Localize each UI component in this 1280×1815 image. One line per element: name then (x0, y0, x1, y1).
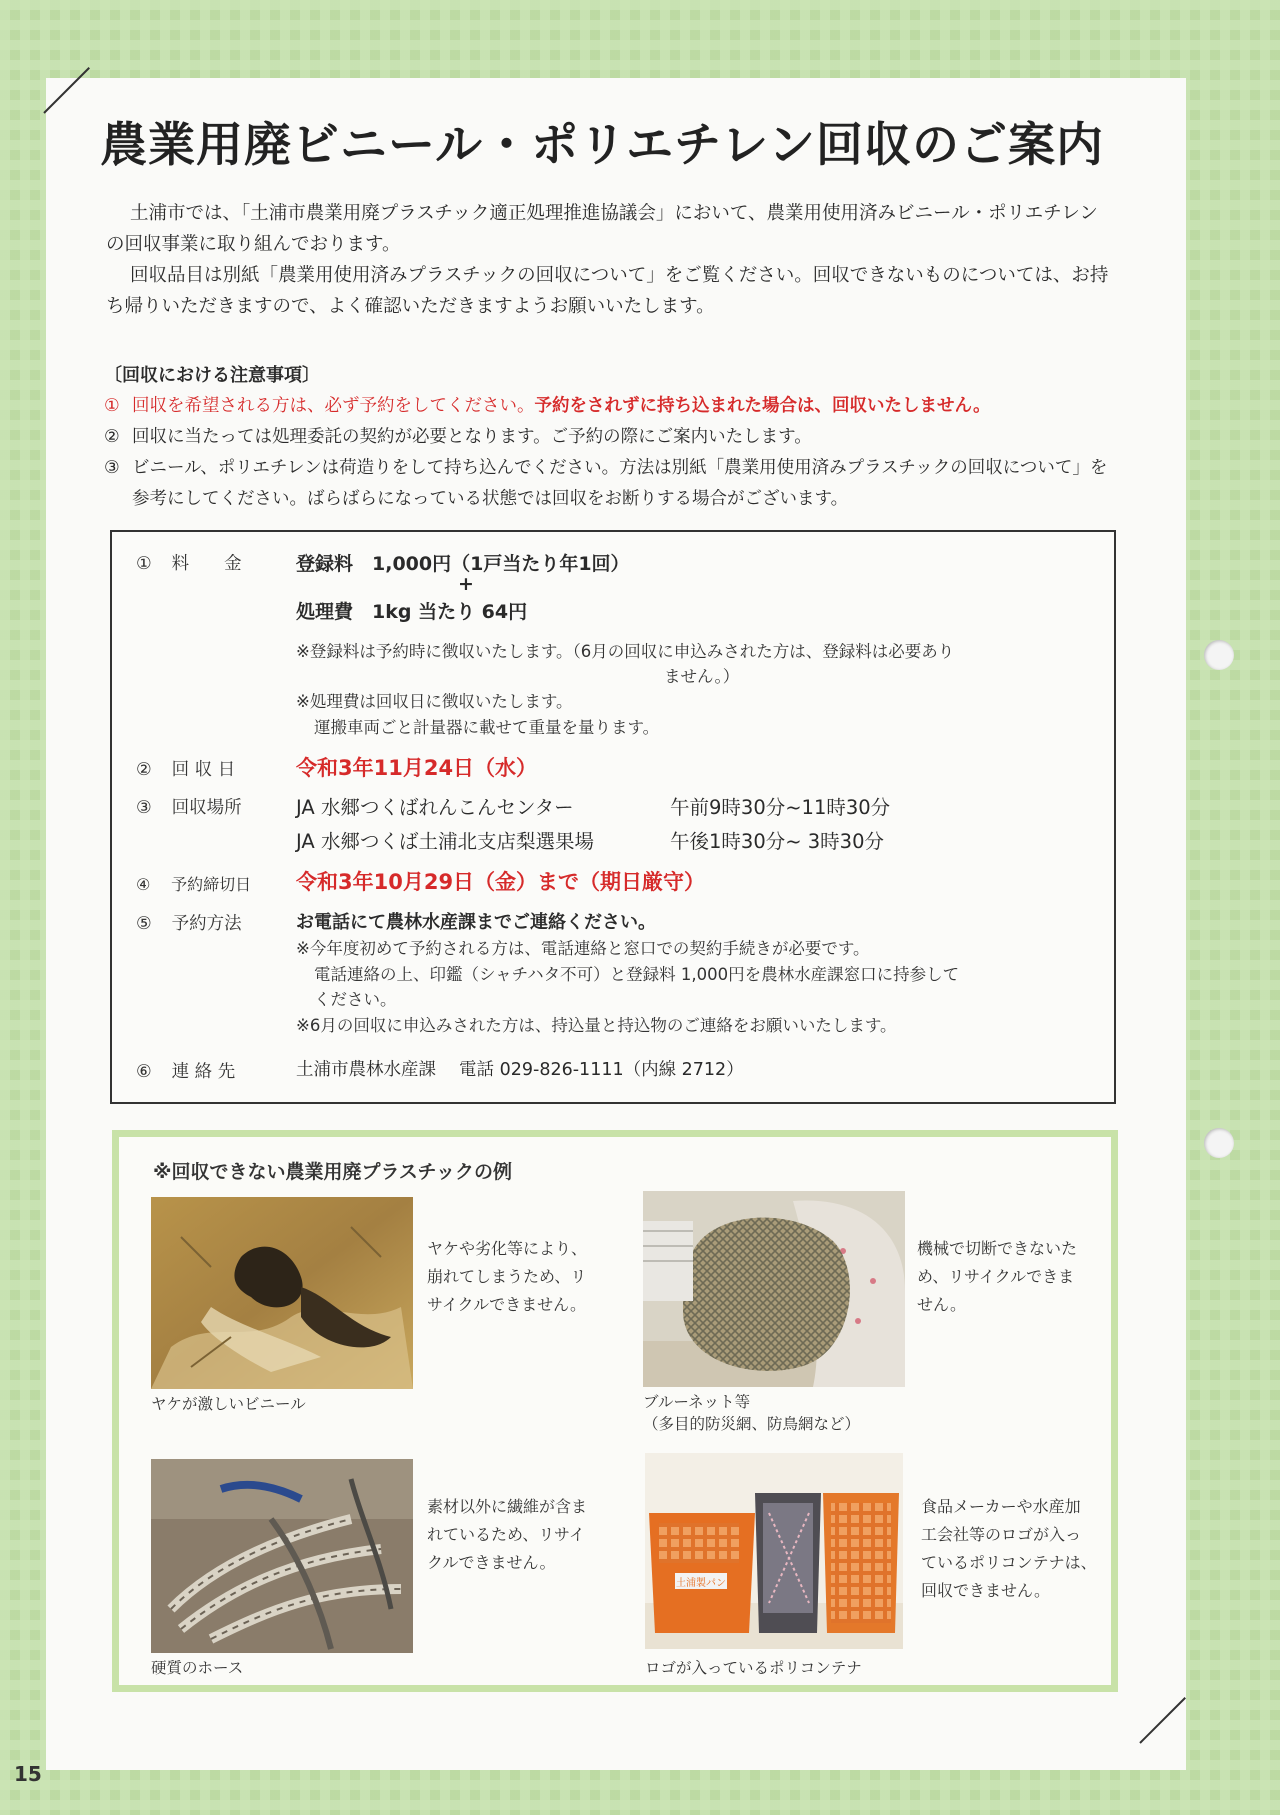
description-line: ているポリコンテナは、 (921, 1553, 1097, 1572)
binder-hole (1204, 640, 1234, 670)
example-description (427, 1493, 587, 1577)
description-line: サイクルできません。 (427, 1295, 587, 1314)
photo-caption: 硬質のホース (151, 1659, 244, 1677)
example-description (921, 1493, 1097, 1605)
photo-caption: ブルーネット等 (643, 1393, 751, 1411)
item-number: ⑤ (136, 914, 152, 934)
photo-blue-net (643, 1191, 905, 1387)
location-1: JA 水郷つくばれんこんセンター (296, 796, 574, 819)
photo-hard-hose (151, 1459, 413, 1653)
description-line: クルできません。 (427, 1553, 556, 1572)
item-label: 回 収 日 (171, 760, 236, 780)
examples-box (112, 1130, 1118, 1692)
photo-caption: ロゴが入っているポリコンテナ (645, 1659, 862, 1677)
note-item (104, 422, 1124, 453)
note-number: ③ (104, 458, 120, 478)
item-label: 料 金 (171, 554, 242, 574)
description-line: 崩れてしまうため、リ (427, 1267, 587, 1286)
description-line: め、リサイクルできま (917, 1267, 1075, 1286)
item-number: ④ (136, 875, 151, 894)
photo-logo-containers (645, 1453, 903, 1649)
date-label (136, 756, 235, 781)
notes-heading: 〔回収における注意事項〕 (104, 365, 320, 386)
item-number: ⑥ (136, 1062, 152, 1082)
description-line: 食品メーカーや水産加 (921, 1497, 1081, 1516)
page-title: 農業用廃ビニール・ポリエチレン回収のご案内 (100, 118, 1105, 173)
intro-paragraph: 回収品目は別紙「農業用使用済みプラスチックの回収について」をご覧ください。回収できないものについては、お持ち帰りいただきますので、よく確認いただきますようお願いいたします。 (106, 265, 1109, 317)
plus-sign: + (458, 573, 474, 595)
photo-burnt-vinyl (151, 1197, 413, 1389)
deadline-label (136, 872, 251, 895)
item-number: ③ (136, 798, 152, 818)
note-item (104, 453, 1124, 515)
fee-note: 運搬車両ごと計量器に載せて重量を量ります。 (314, 718, 660, 737)
item-label: 回収場所 (171, 798, 242, 818)
description-line: れているため、リサイ (427, 1525, 585, 1544)
description-line: 素材以外に繊維が含ま (427, 1497, 588, 1516)
description-line: 機械で切断できないた (917, 1239, 1078, 1258)
description-line: せん。 (917, 1295, 966, 1314)
time-2: 午後1時30分~ 3時30分 (670, 830, 884, 853)
place-label (136, 794, 242, 819)
contact-info: 土浦市農林水産課 電話 029-826-1111（内線 2712） (296, 1060, 744, 1080)
note-text-warning: 予約をされずに持ち込まれた場合は、回収いたしません。 (534, 396, 991, 416)
processing-fee: 処理費 1kg 当たり 64円 (296, 601, 528, 623)
registration-fee: 登録料 1,000円（1戸当たり年1回） (296, 553, 630, 575)
note-text: ビニール、ポリエチレンは荷造りをして持ち込んでください。方法は別紙「農業用使用済みプラスチックの回収について」を参考にしてください。ばらばらになっている状態では回収をお断りする場合がございます。 (132, 458, 1108, 509)
description-line: ヤケや劣化等により、 (427, 1239, 588, 1258)
info-box (110, 530, 1116, 1104)
fee-note: ※登録料は予約時に徴収いたします。（6月の回収に申込みされた方は、登録料は必要あり (296, 642, 955, 661)
examples-heading: ※回収できない農業用廃プラスチックの例 (153, 1161, 512, 1183)
reservation-deadline: 令和3年10月29日（金）まで（期日厳守） (296, 870, 706, 894)
photo-caption: （多目的防災網、防鳥網など） (643, 1415, 861, 1433)
binder-hole (1204, 1128, 1234, 1158)
reservation-method: お電話にて農林水産課までご連絡ください。 (296, 912, 656, 933)
contact-label (136, 1058, 235, 1083)
method-note: ください。 (314, 990, 397, 1009)
description-line: 工会社等のロゴが入っ (921, 1525, 1082, 1544)
note-number: ① (104, 396, 120, 416)
example-description (917, 1235, 1077, 1319)
fee-note: ※処理費は回収日に徴収いたします。 (296, 692, 573, 711)
location-2: JA 水郷つくば土浦北支店梨選果場 (296, 830, 594, 853)
method-note: 電話連絡の上、印鑑（シャチハタ不可）と登録料 1,000円を農林水産課窓口に持参して (314, 965, 960, 984)
note-text: 回収に当たっては処理委託の契約が必要となります。ご予約の際にご案内いたします。 (132, 427, 812, 447)
notes-section (104, 360, 1124, 515)
photo-caption: ヤケが激しいビニール (151, 1395, 306, 1413)
item-label: 予約締切日 (171, 875, 252, 894)
note-number: ② (104, 427, 120, 447)
item-label: 予約方法 (171, 914, 242, 934)
intro-paragraph: 土浦市では、「土浦市農業用廃プラスチック適正処理推進協議会」において、農業用使用済みビニール・ポリエチレンの回収事業に取り組んでおります。 (106, 203, 1098, 255)
item-label: 連 絡 先 (171, 1062, 236, 1082)
time-1: 午前9時30分~11時30分 (670, 796, 891, 819)
method-label (136, 910, 242, 935)
method-note: ※6月の回収に申込みされた方は、持込量と持込物のご連絡をお願いいたします。 (296, 1016, 897, 1035)
page-number: 15 (14, 1762, 42, 1786)
note-text-red: 回収を希望される方は、必ず予約をしてください。 (132, 396, 535, 416)
description-line: 回収できません。 (921, 1581, 1050, 1600)
item-number: ② (136, 760, 152, 780)
intro-text (106, 198, 1116, 322)
method-note: ※今年度初めて予約される方は、電話連絡と窓口での契約手続きが必要です。 (296, 939, 870, 958)
example-description (427, 1235, 587, 1319)
fee-note: ません。） (664, 667, 740, 686)
note-item (104, 391, 1124, 422)
item-number: ① (136, 554, 152, 574)
fee-label (136, 550, 242, 575)
collection-date: 令和3年11月24日（水） (296, 756, 538, 780)
crate-logo-text: 土浦製パン (676, 1578, 726, 1589)
